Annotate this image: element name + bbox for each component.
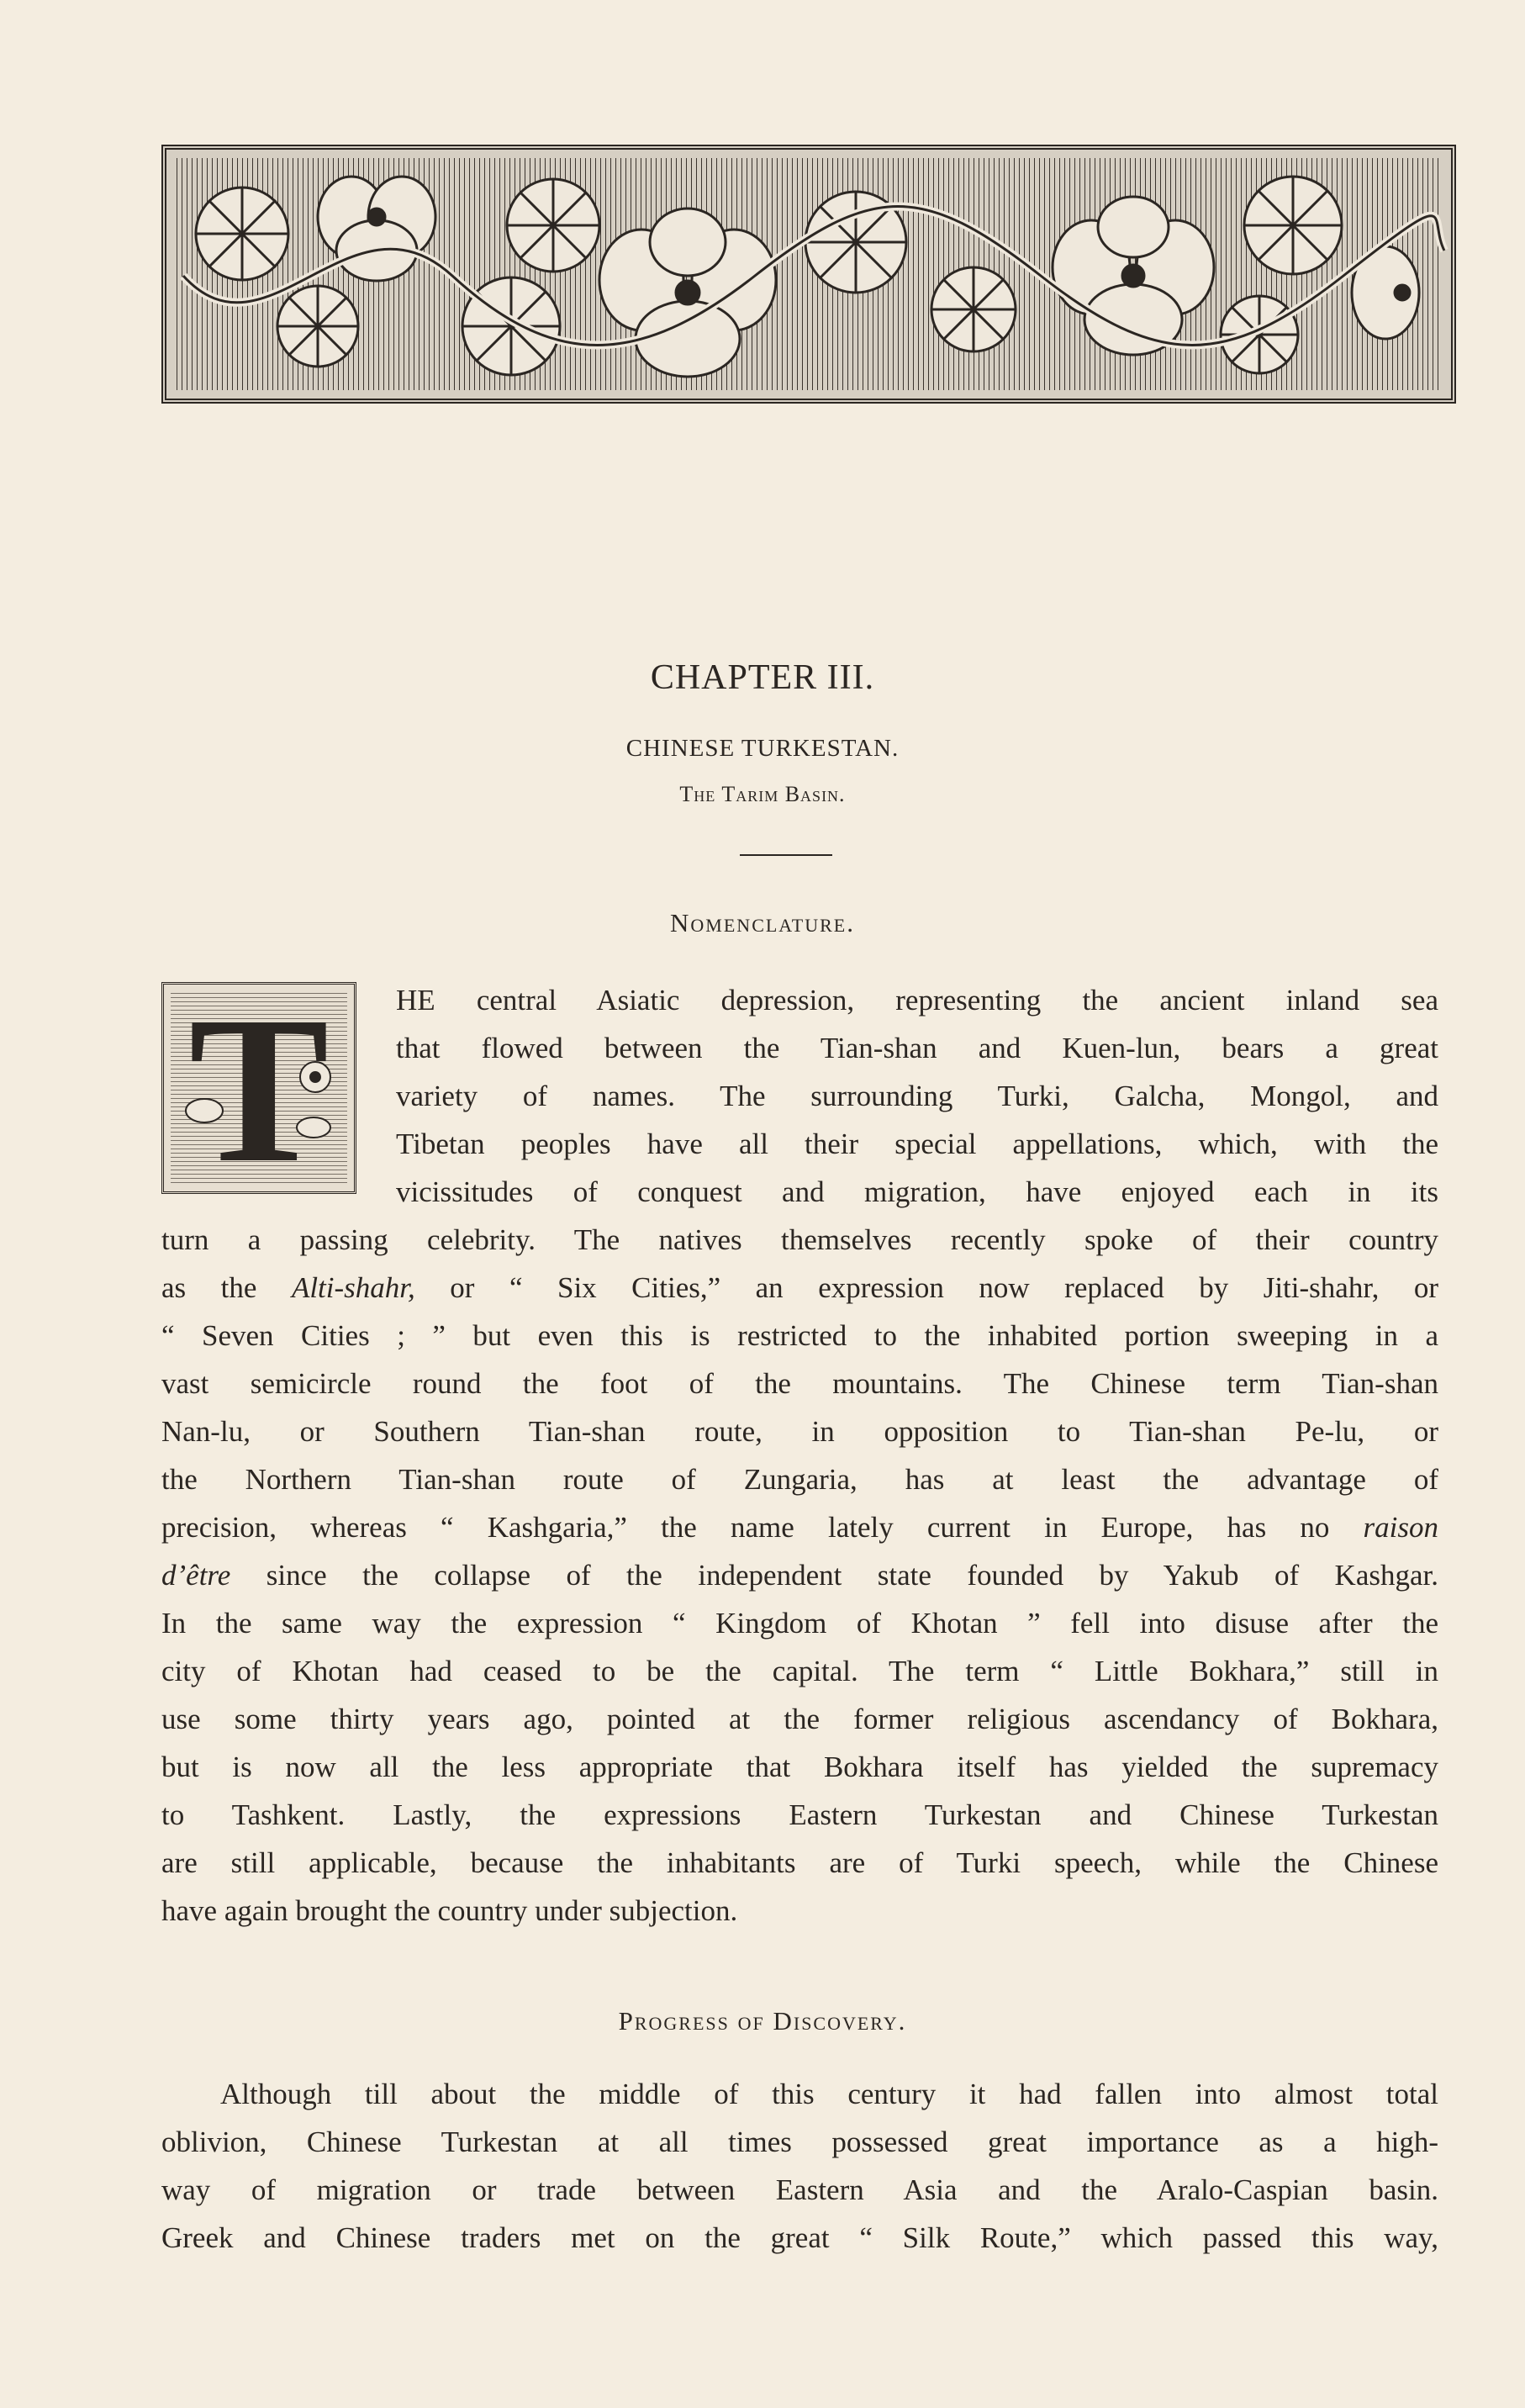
paragraph-line: the Northern Tian-shan route of Zungaria, has at least the advantage of [161,1463,1438,1496]
paragraph-line: variety of names. The surrounding Turki, Galcha, Mongol, and [396,1080,1438,1112]
chapter-heading: CHAPTER III. [650,658,875,697]
drop-cap-letter: T [188,982,330,1194]
text-span: or “ Six Cities,” an expression now replaced by Jiti-shahr, or [414,1271,1438,1304]
section-heading-discovery: Progress of Discovery. [618,2006,907,2036]
paragraph-line: In the same way the expression “ Kingdom of Khotan ” fell into disuse after the [161,1607,1438,1640]
section-heading-nomenclature: Nomenclature. [670,908,855,937]
paragraph-line: Tibetan peoples have all their special appellations, which, with the [396,1127,1438,1160]
chapter-title: CHINESE TURKESTAN. [625,735,900,762]
paragraph-line: HE central Asiatic depression, representing the ancient inland sea [396,984,1438,1017]
text-span: precision, whereas “ Kashgaria,” the name lately current in Europe, has no [161,1511,1364,1544]
paragraph-line: Although till about the middle of this century it had fallen into almost total [220,2078,1438,2110]
paragraph-line: have again brought the country under subjection. [161,1894,738,1927]
floral-header-banner [161,145,1456,404]
floral-ornament-icon [166,150,1451,399]
paragraph-line: oblivion, Chinese Turkestan at all times possessed great importance as a high- [161,2125,1438,2158]
paragraph-line: are still applicable, because the inhabitants are of Turki speech, while the Chinese [161,1846,1438,1879]
italic-term: Alti-shahr, [291,1271,415,1304]
chapter-subtitle: The Tarim Basin. [679,782,846,806]
paragraph-line: use some thirty years ago, pointed at the former religious ascendancy of Bokhara, [161,1703,1438,1735]
italic-term: raison [1363,1511,1438,1544]
paragraph-line [161,1271,1438,1305]
paragraph-line: that flowed between the Tian-shan and Kuen-lun, bears a great [396,1032,1438,1064]
paragraph-line: way of migration or trade between Eastern Asia and the Aralo-Caspian basin. [161,2173,1438,2206]
paragraph-line [161,1511,1438,1545]
text-span: since the collapse of the independent state founded by Yakub of Kashgar. [230,1559,1438,1592]
paragraph-line: “ Seven Cities ; ” but even this is restricted to the inhabited portion sweeping in a [161,1319,1438,1352]
paragraph-line: Greek and Chinese traders met on the great “ Silk Route,” which passed this way, [161,2221,1438,2254]
text-span: as the [161,1271,292,1304]
title-divider [740,854,832,856]
italic-term: d’être [161,1559,231,1592]
paragraph-line [161,1559,1438,1592]
paragraph-line: Nan-lu, or Southern Tian-shan route, in opposition to Tian-shan Pe-lu, or [161,1415,1438,1448]
paragraph-line: to Tashkent. Lastly, the expressions Eastern Turkestan and Chinese Turkestan [161,1798,1438,1831]
paragraph-line: vast semicircle round the foot of the mountains. The Chinese term Tian-shan [161,1367,1438,1400]
paragraph-line: turn a passing celebrity. The natives themselves recently spoke of their country [161,1223,1438,1256]
paragraph-line: vicissitudes of conquest and migration, have enjoyed each in its [396,1175,1438,1208]
drop-cap-initial [161,982,356,1194]
paragraph-line: city of Khotan had ceased to be the capital. The term “ Little Bokhara,” still in [161,1655,1438,1687]
paragraph-line: but is now all the less appropriate that Bokhara itself has yielded the supremacy [161,1751,1438,1783]
